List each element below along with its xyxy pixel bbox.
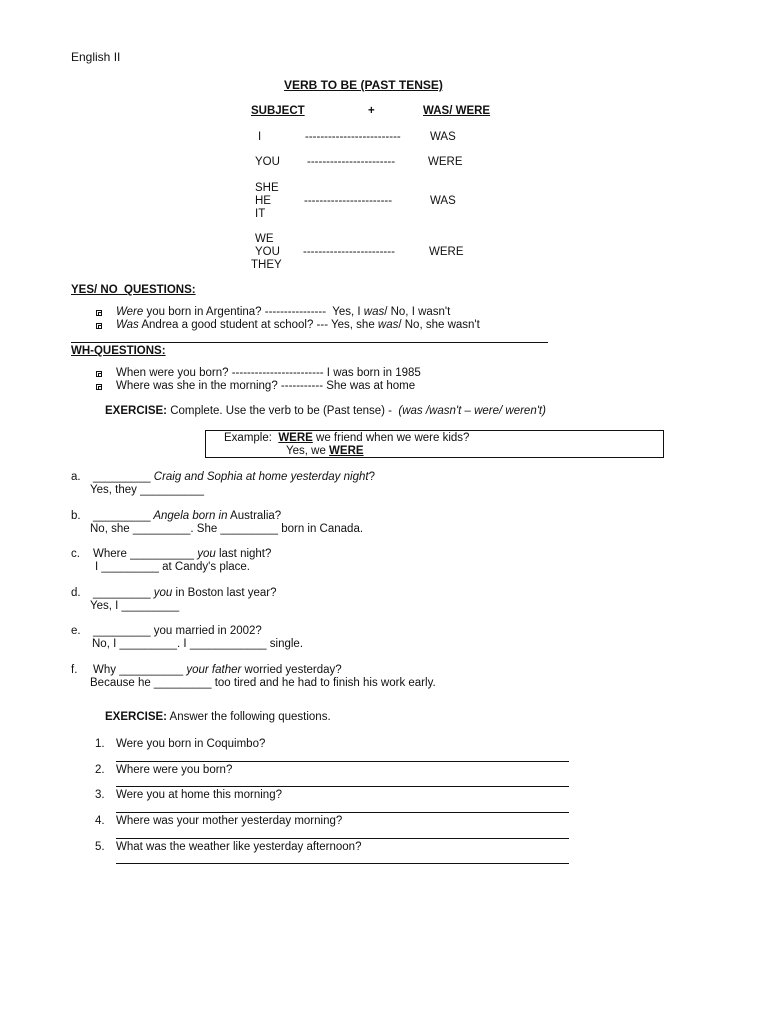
table-row-verb: WAS (430, 195, 456, 207)
exercise-answer: Yes, I _________ (90, 600, 180, 612)
answer-line[interactable] (116, 863, 569, 864)
exercise-letter: b. (71, 510, 81, 522)
table-row-subject: THEY (251, 259, 282, 271)
exercise-letter: a. (71, 471, 81, 483)
exercise-question: _________ Craig and Sophia at home yesterday night? (93, 471, 375, 483)
question-number: 3. (95, 789, 105, 801)
exercise-instruction: EXERCISE: Answer the following questions. (105, 711, 331, 723)
exercise-letter: e. (71, 625, 81, 637)
exercise-answer: I _________ at Candy's place. (95, 561, 251, 573)
example-line-1: Example: WERE we friend when we were kids? (224, 432, 470, 444)
bullet-icon (96, 323, 102, 329)
exercise-question: _________ Angela born in Australia? (93, 510, 282, 522)
exercise-answer: Yes, they __________ (90, 484, 205, 496)
question-text: Where were you born? (116, 764, 233, 776)
list-item: Was Andrea a good student at school? --- Yes, she was/ No, she wasn't (116, 319, 480, 331)
answer-line[interactable] (116, 786, 569, 787)
table-row-subject: SHE (255, 182, 279, 194)
table-row-subject: WE (255, 233, 274, 245)
page-title: VERB TO BE (PAST TENSE) (284, 78, 443, 92)
exercise-instruction: EXERCISE: Complete. Use the verb to be (Past tense) - (was /wasn't – were/ weren't) (105, 405, 546, 417)
table-header-subject: SUBJECT (251, 105, 305, 117)
table-row-subject: IT (255, 208, 266, 220)
question-number: 1. (95, 738, 105, 750)
yes-no-heading: YES/ NO QUESTIONS: (71, 284, 196, 296)
question-number: 5. (95, 841, 105, 853)
answer-line[interactable] (116, 838, 569, 839)
table-row-verb: WAS (430, 131, 456, 143)
table-row-verb: WERE (428, 156, 463, 168)
table-row-subject: I (258, 131, 262, 143)
table-header-verb: WAS/ WERE (423, 105, 491, 117)
bullet-icon (96, 371, 102, 377)
wh-heading: WH-QUESTIONS: (71, 345, 166, 357)
question-text: Were you at home this morning? (116, 789, 282, 801)
question-text: What was the weather like yesterday afternoon? (116, 841, 362, 853)
course-label: English II (71, 50, 121, 64)
question-text: Where was your mother yesterday morning? (116, 815, 343, 827)
table-header-plus: + (368, 105, 375, 117)
table-row-subject: YOU (255, 156, 280, 168)
exercise-letter: d. (71, 587, 81, 599)
exercise-question: _________ you married in 2002? (93, 625, 262, 637)
exercise-answer: No, I _________. I ____________ single. (92, 638, 304, 650)
question-text: Were you born in Coquimbo? (116, 738, 266, 750)
list-item: Were you born in Argentina? ---------------- Yes, I was/ No, I wasn't (116, 306, 451, 318)
exercise-question: _________ you in Boston last year? (93, 587, 277, 599)
exercise-question: Where __________ you last night? (93, 548, 272, 560)
section-divider (71, 342, 548, 343)
example-line-2: Yes, we WERE (286, 445, 364, 457)
list-item: When were you born? ------------------------ I was born in 1985 (116, 367, 421, 379)
table-row-dashes: ------------------------- (305, 131, 401, 143)
answer-line[interactable] (116, 761, 569, 762)
table-row-verb: WERE (429, 246, 464, 258)
answer-line[interactable] (116, 812, 569, 813)
exercise-answer: Because he _________ too tired and he had to finish his work early. (90, 677, 436, 689)
bullet-icon (96, 310, 102, 316)
table-row-subject: HE (255, 195, 271, 207)
exercise-letter: f. (71, 664, 78, 676)
table-row-subject: YOU (255, 246, 280, 258)
table-row-dashes: ----------------------- (304, 195, 393, 207)
table-row-dashes: ----------------------- (307, 156, 396, 168)
exercise-answer: No, she _________. She _________ born in Canada. (90, 523, 364, 535)
question-number: 2. (95, 764, 105, 776)
table-row-dashes: ------------------------ (303, 246, 395, 258)
exercise-question: Why __________ your father worried yesterday? (93, 664, 342, 676)
exercise-letter: c. (71, 548, 80, 560)
question-number: 4. (95, 815, 105, 827)
example-box (205, 430, 664, 458)
bullet-icon (96, 384, 102, 390)
list-item: Where was she in the morning? ----------- She was at home (116, 380, 416, 392)
